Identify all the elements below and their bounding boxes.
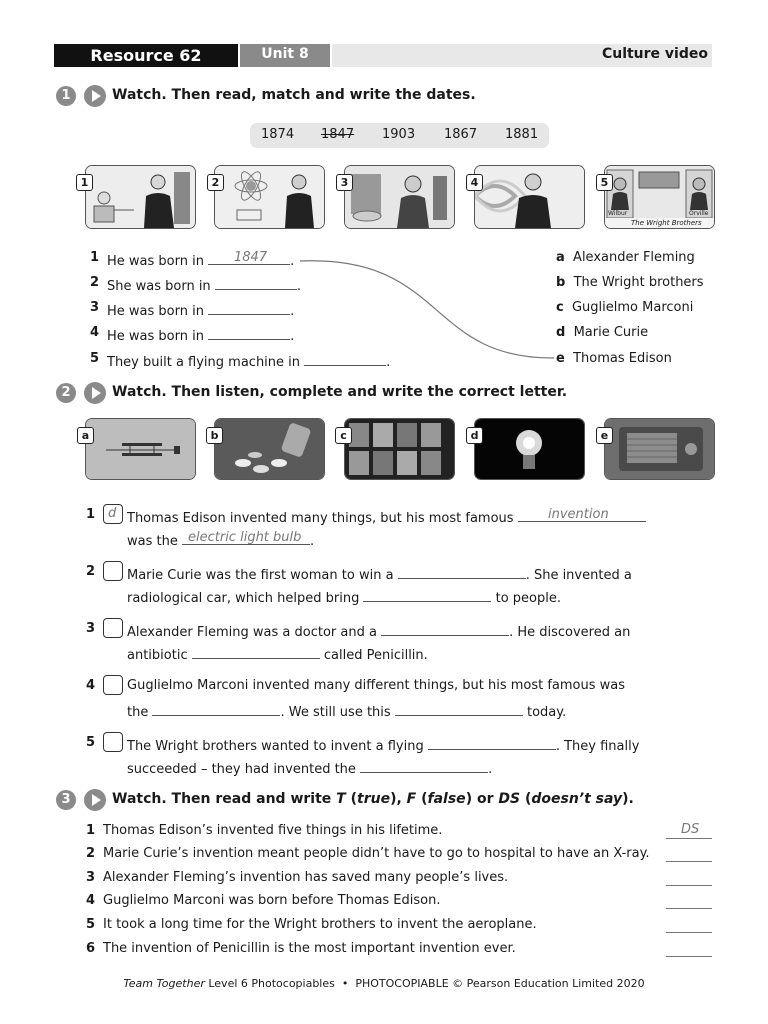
sentence-text: She was born in [107,279,211,294]
item-text: . [309,534,315,549]
answer-blank[interactable] [666,885,712,886]
option-text: Thomas Edison [573,351,672,366]
title-part: doesn’t say [531,791,623,807]
date-option: 1874 [261,127,295,142]
answer-blank[interactable] [363,587,491,602]
item-text: . We still use this [280,705,391,720]
exercise-3-number: 3 [56,790,76,810]
statement-4: Guglielmo Marconi was born before Thomas Edison. [103,893,441,908]
title-part: T [336,791,346,807]
item-text: the [127,705,149,720]
resource-label: Resource 62 [54,44,238,67]
sentence-2 [107,275,301,294]
picture-pills [214,418,325,480]
letter-box[interactable] [103,732,123,752]
answer-filled: DS [681,822,700,837]
item-5-line-2 [127,758,492,777]
option-text: Guglielmo Marconi [571,300,694,315]
sentence-end: . [290,329,295,344]
exercise-2-title: Watch. Then listen, complete and write the correct letter. [112,384,568,400]
item-text: Alexander Fleming was a doctor and a [127,625,377,640]
picture-label: 5 [596,174,613,191]
option-e [556,351,672,366]
item-4-line-2 [127,701,566,720]
answer-filled: electric light bulb [188,530,302,545]
picture-fleming [344,165,455,229]
title-part: ), [390,791,407,807]
date-option: 1881 [505,127,539,142]
unit-label: Unit 8 [240,44,330,67]
sentence-text: He was born in [107,254,204,269]
option-b [556,275,704,290]
letter-box[interactable] [103,561,123,581]
item-text: radiological car, which helped bring [127,591,360,606]
page-header [54,44,712,67]
title-part: Watch. Then read and write [112,791,337,807]
title-part: true [357,791,391,807]
item-2-line-2 [127,587,561,606]
item-text: antibiotic [127,648,188,663]
letter-answer: d [108,506,117,521]
answer-blank[interactable] [666,861,712,862]
item-text: was the [127,534,178,549]
item-text: Thomas Edison invented many things, but his most famous [127,511,514,526]
sentence-text: He was born in [107,304,204,319]
picture-label: 4 [466,174,483,191]
answer-blank[interactable] [666,956,712,957]
item-text: . He discovered an [509,625,631,640]
answer-blank[interactable] [395,701,523,716]
option-a [556,250,695,265]
sentence-number: 3 [90,300,100,315]
date-option-crossed: 1847 [321,127,355,142]
picture-label: 2 [207,174,224,191]
item-number: 2 [86,564,96,579]
play-video-icon[interactable] [84,85,106,107]
exercise-1-number: 1 [56,86,76,106]
item-text: . [488,762,493,777]
sentence-number: 1 [90,250,100,265]
title-part: DS [498,791,521,807]
picture-wright-brothers [604,165,715,229]
sentence-end: . [290,304,295,319]
answer-blank[interactable] [666,908,712,909]
sentence-end: . [386,355,391,370]
date-option: 1867 [444,127,478,142]
page-footer [0,977,768,990]
item-number: 4 [86,678,96,693]
title-part: F [406,791,417,807]
sentence-end: . [296,279,301,294]
letter-box[interactable] [103,618,123,638]
sentence-4 [107,325,294,344]
play-video-icon[interactable] [84,382,106,404]
item-text: called Penicillin. [323,648,428,663]
picture-label: e [596,427,613,444]
answer-blank[interactable] [666,932,712,933]
statement-5: It took a long time for the Wright brothers to invent the aeroplane. [103,917,537,932]
option-letter: b [556,275,566,290]
picture-label: d [466,427,483,444]
footer-level: Level 6 Photocopiables [208,977,335,990]
item-text: today. [526,705,567,720]
answer-blank[interactable] [398,564,526,579]
option-letter: a [556,250,565,265]
title-part: ( [345,791,357,807]
option-text: The Wright brothers [573,275,704,290]
answer-blank[interactable] [215,275,297,290]
date-option: 1903 [382,127,416,142]
title-part: ) or [465,791,499,807]
picture-xrays [344,418,455,480]
play-video-icon[interactable] [84,789,106,811]
option-c [556,300,693,315]
picture-curie [214,165,325,229]
picture-radio [604,418,715,480]
title-part: ( [416,791,428,807]
caption-wilbur: Wilbur [608,210,628,217]
exercise-2-number: 2 [56,383,76,403]
statement-number: 5 [86,917,96,932]
footer-series: Team Together [123,977,205,990]
item-text: The Wright brothers wanted to invent a flying [127,739,424,754]
answer-blank[interactable] [666,838,712,839]
item-text: . She invented a [525,568,632,583]
option-text: Alexander Fleming [573,250,695,265]
answer-blank[interactable] [381,621,509,636]
statement-number: 6 [86,941,96,956]
sentence-number: 5 [90,351,100,366]
statement-number: 3 [86,870,96,885]
statement-number: 4 [86,893,96,908]
item-5-line-1 [127,735,639,754]
answer-blank[interactable] [360,758,488,773]
date-bank [250,123,549,148]
statement-1: Thomas Edison’s invented five things in his lifetime. [103,823,443,838]
picture-label: 1 [76,174,93,191]
answer-blank[interactable] [208,300,290,315]
item-text: to people. [495,591,561,606]
title-part: ( [520,791,532,807]
item-number: 3 [86,621,96,636]
item-number: 1 [86,507,96,522]
picture-edison [85,165,196,229]
footer-copyright: PHOTOCOPIABLE © Pearson Education Limited 2020 [355,977,645,990]
footer-separator: • [341,977,349,990]
statement-6: The invention of Penicillin is the most important invention ever. [103,941,516,956]
letter-box[interactable] [103,675,123,695]
option-letter: e [556,351,565,366]
picture-marconi [474,165,585,229]
caption-wright-brothers: The Wright Brothers [631,219,702,227]
answer-blank[interactable] [152,701,280,716]
item-3-line-2 [127,644,428,663]
item-number: 5 [86,735,96,750]
statement-number: 1 [86,823,96,838]
picture-label: 3 [336,174,353,191]
picture-aeroplane [85,418,196,480]
section-label: Culture video [601,46,708,62]
sentence-3 [107,300,294,319]
sentence-text: He was born in [107,329,204,344]
answer-filled: invention [548,507,609,522]
option-d [556,325,648,340]
picture-label: b [206,427,223,444]
sentence-number: 4 [90,325,100,340]
option-letter: c [556,300,564,315]
item-text: Guglielmo Marconi invented many different things, but his most famous was [127,678,626,693]
exercise-1-title: Watch. Then read, match and write the dates. [112,87,476,103]
title-part: false [427,791,466,807]
answer-blank[interactable] [428,735,556,750]
item-2-line-1 [127,564,632,583]
sentence-text: They built a flying machine in [107,355,301,370]
picture-light-bulb [474,418,585,480]
caption-orville: Orville [689,210,709,217]
picture-label: c [335,427,352,444]
match-connector-line [296,255,560,365]
item-4-line-1 [127,678,625,693]
answer-blank[interactable] [192,644,320,659]
statement-number: 2 [86,846,96,861]
statement-2: Marie Curie’s invention meant people didn’t have to go to hospital to have an X-ray. [103,846,650,861]
item-3-line-1 [127,621,630,640]
statement-3: Alexander Fleming’s invention has saved many people’s lives. [103,870,509,885]
exercise-3-title [112,791,634,807]
answer-filled: 1847 [234,250,268,265]
title-part: ). [622,791,634,807]
sentence-end: . [290,254,295,269]
sentence-number: 2 [90,275,100,290]
item-text: succeeded – they had invented the [127,762,356,777]
picture-label: a [77,427,94,444]
option-text: Marie Curie [573,325,649,340]
item-text: . They finally [555,739,640,754]
answer-blank[interactable] [208,325,290,340]
item-text: Marie Curie was the first woman to win a [127,568,394,583]
option-letter: d [556,325,566,340]
